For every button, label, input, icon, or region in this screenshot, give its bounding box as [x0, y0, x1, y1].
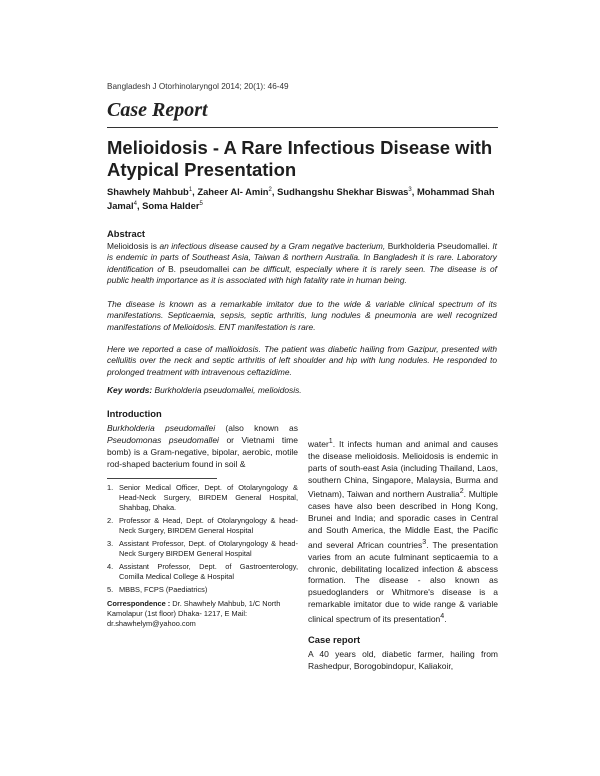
- footnote-number: 3.: [107, 539, 114, 549]
- abstract-paragraph-1: [107, 241, 497, 286]
- author-name: Mohammad Shah Jamal: [107, 186, 495, 212]
- correspondence: [107, 599, 298, 629]
- footnote: [107, 539, 298, 559]
- abstract-paragraph-3: Here we reported a case of mallioidosis. The patient was diabetic hailing from Gazipur, presented with cellulitis over the neck and septic arthritis of left shoulder and hip with lung nodules. He responded to prolonged treatment with intravenous ceftazidime.: [107, 344, 497, 377]
- author-name: Shawhely Mahbub: [107, 186, 189, 198]
- left-column: [107, 408, 298, 629]
- author-list: [107, 184, 502, 212]
- author-separator: ,: [136, 200, 143, 212]
- citation-mark: 1: [328, 437, 333, 445]
- keywords: [107, 385, 497, 395]
- author-name: Soma Halder: [142, 200, 200, 212]
- abstract-text: Melioidosis is: [107, 241, 160, 251]
- footnote-number: 2.: [107, 515, 114, 525]
- intro-text: (also known as: [215, 423, 299, 433]
- citation-mark: 3: [422, 537, 427, 546]
- footnote-text: Assistant Professor, Dept. of Otolaryngology & head-Neck Surgery BIRDEM General Hospital: [119, 539, 298, 559]
- footnote-text: Professor & Head, Dept. of Otolaryngology & head-Neck Surgery, BIRDEM General Hospital: [119, 515, 298, 535]
- author-name: Zaheer Al- Amin: [197, 186, 269, 198]
- author-affiliation-mark: 3: [408, 187, 412, 193]
- abstract-text: It is endemic in parts of Southeast Asia, Taiwan & northern Australia. In Bangladesh it is rare. Laboratory identification of: [107, 241, 497, 274]
- correspondence-label: Correspondence :: [107, 598, 171, 608]
- keywords-label: Key words:: [107, 385, 153, 395]
- abstract-paragraph-2: The disease is known as a remarkable imitator due to the wide & variable clinical spectrum of its manifestations. Septicaemia, sepsis, septic arthritis, lung nodules & pneumonia are well recognized manifestations of Melioidosis. ENT manifestation is rare.: [107, 299, 497, 332]
- intro-text: . It infects human and animal and causes the disease melioidosis. Melioidosis is endemic in parts of south-east Asia (including Thailand, Laos, southern China, Singapore, Malaysia, Burma and Vietnam), Taiwan and northern Australia: [308, 438, 498, 500]
- footnote: [107, 585, 298, 595]
- author-separator: ,: [271, 186, 278, 198]
- intro-text: Burkholderia pseudomallei: [107, 423, 216, 433]
- footnote: [107, 516, 298, 536]
- section-label: Case Report: [107, 99, 208, 121]
- author-affiliation-mark: 2: [268, 187, 272, 193]
- author-separator: ,: [192, 186, 198, 198]
- introduction-heading: Introduction: [107, 408, 162, 419]
- section-divider: [107, 127, 498, 128]
- footnote-number: 5.: [107, 585, 114, 595]
- title-line-2: Atypical Presentation: [107, 159, 297, 180]
- footnote-number: 4.: [107, 562, 114, 572]
- intro-text: Pseudomonas pseudomallei: [107, 434, 219, 445]
- intro-text: . Multiple cases have also been described in Hong Kong, Brunei and India; and sporadic cases in Central and South America, the Middle East, the Pacific and several African countries: [308, 489, 498, 550]
- abstract-text: B. pseudomallei: [168, 263, 230, 274]
- intro-text: water: [308, 438, 329, 449]
- title-line-1: Melioidosis - A Rare Infectious Disease with: [107, 137, 493, 158]
- abstract-text: can be difficult, especially where it is rarely seen. The disease is of public health importance as it is associated with high fatality rate in human being.: [107, 263, 497, 285]
- footnote-text: MBBS, FCPS (Paediatrics): [119, 585, 208, 595]
- intro-text: .: [444, 614, 447, 624]
- author-affiliation-mark: 1: [188, 187, 193, 193]
- introduction-continued: [308, 436, 498, 626]
- citation-mark: 2: [459, 487, 464, 496]
- intro-text: or Vietnami time bomb) is a Gram-negative, bipolar, aerobic, motile rod-shaped bacterium found in soil &: [107, 434, 298, 469]
- intro-text: . The presentation varies from an acute fulminant septicaemia to a chronic, debilitating localized infection & abscess formation. The disease - also known as psuedoglanders or Whitmore's disease is a remarkable imitator due to wide range & variable clinical spectrum of its presentation: [308, 539, 498, 624]
- footnote-text: Senior Medical Officer, Dept. of Otolaryngology & Head-Neck Surgery, BIRDEM General Hospital, Shahbag, Dhaka.: [119, 482, 298, 512]
- footnote-number: 1.: [107, 482, 114, 492]
- article-title: [107, 137, 507, 181]
- abstract-text: Burkholderia Pseudomallei.: [385, 241, 493, 251]
- correspondence-text: Dr. Shawhely Mahbub, 1/C North Kamolapur (1st floor) Dhaka- 1217, E Mail: dr.shawhelym@yahoo.com: [107, 598, 281, 628]
- right-column: [308, 436, 498, 673]
- footnote: [107, 483, 298, 513]
- footnote: [107, 562, 298, 582]
- author-affiliation-mark: 5: [199, 201, 203, 208]
- case-report-paragraph: A 40 years old, diabetic farmer, hailing from Rashedpur, Borogobindopur, Kaliakoir,: [308, 648, 498, 671]
- journal-citation: Bangladesh J Otorhinolaryngol 2014; 20(1): 46-49: [107, 82, 289, 91]
- introduction-paragraph: [107, 423, 298, 471]
- abstract-text: an infectious disease caused by a Gram negative bacterium,: [159, 241, 386, 251]
- author-separator: ,: [411, 186, 417, 198]
- footnote-divider: [107, 478, 217, 479]
- case-report-heading: Case report: [308, 633, 361, 645]
- keywords-text: Burkholderia pseudomallei, melioidosis.: [152, 385, 302, 395]
- author-name: Sudhangshu Shekhar Biswas: [277, 186, 409, 198]
- citation-mark: 4: [440, 612, 445, 621]
- abstract-heading: Abstract: [107, 228, 146, 239]
- author-affiliation-mark: 4: [133, 201, 137, 208]
- footnote-text: Assistant Professor, Dept. of Gastroenterology, Comilla Medical College & Hospital: [119, 562, 298, 582]
